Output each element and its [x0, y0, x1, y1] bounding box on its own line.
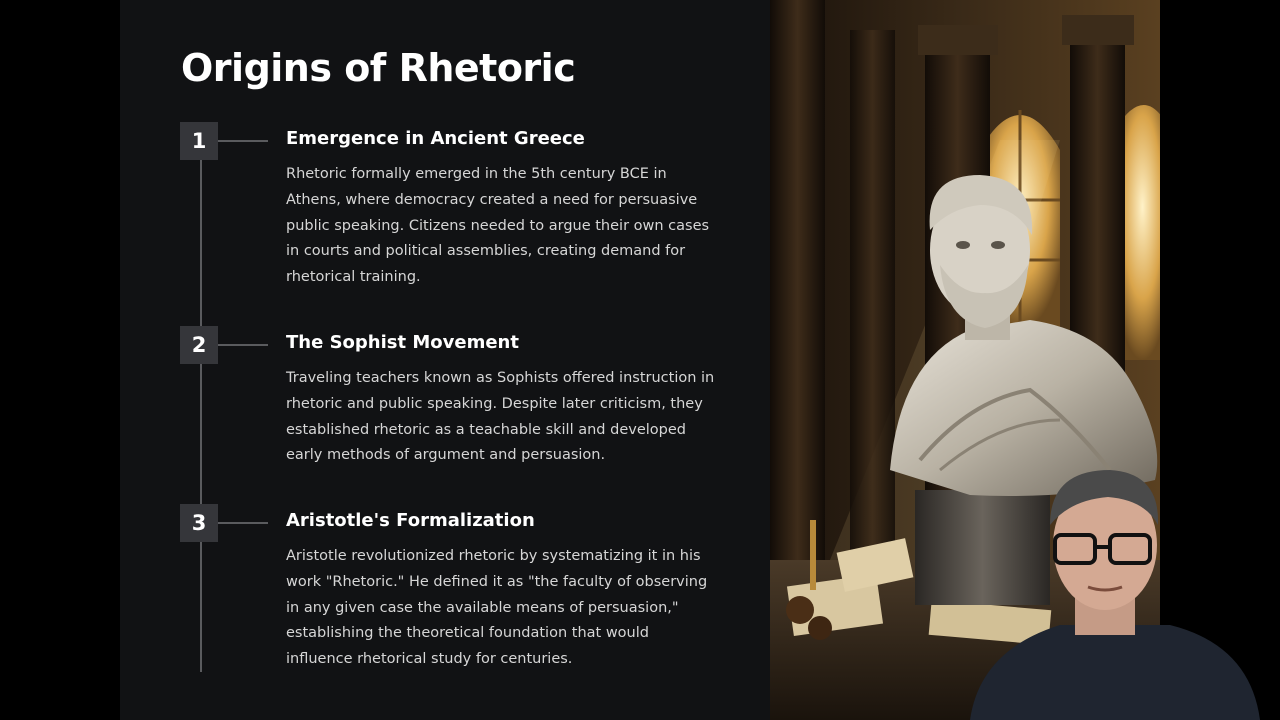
step-connector [218, 140, 268, 142]
step-description: Traveling teachers known as Sophists offered instruction in rhetoric and public speaking. Despite later criticism, they established rhetoric as a teachable skill and developed early methods of argument and persuasion. [286, 370, 715, 464]
step-connector [218, 522, 268, 524]
presenter-webcam-overlay [950, 455, 1280, 720]
slide-title: Origins of Rhetoric [181, 46, 576, 90]
step-title: Emergence in Ancient Greece [286, 128, 585, 149]
step-description: Aristotle revolutionized rhetoric by systematizing it in his work "Rhetoric." He defined it as "the faculty of observing in any given case the available means of persuasion," establishing the theoretical foundation that would influence rhetorical study for centuries. [286, 548, 708, 668]
step-number-badge: 2 [180, 326, 218, 364]
step-description: Rhetoric formally emerged in the 5th century BCE in Athens, where democracy created a need for persuasive public speaking. Citizens needed to argue their own cases in courts and political assemblies, creating demand for rhetorical training. [286, 166, 710, 286]
step-title: The Sophist Movement [286, 332, 519, 353]
step-connector [218, 344, 268, 346]
step-title: Aristotle's Formalization [286, 510, 535, 531]
timeline-line [200, 141, 202, 672]
step-number-badge: 3 [180, 504, 218, 542]
slide-content [120, 0, 770, 720]
step-number-badge: 1 [180, 122, 218, 160]
